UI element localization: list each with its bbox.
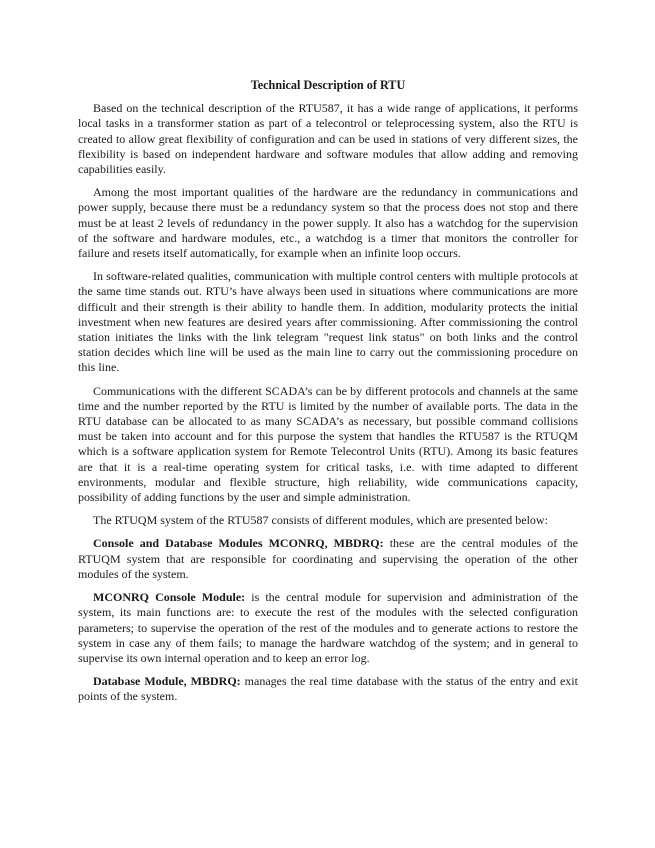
module-description: these are the central modules of the RTUQM system that are responsible for coordinating and supervising the operation of the other modules of the system. <box>78 536 578 581</box>
module-term: Console and Database Modules MCONRQ, MBDRQ: <box>93 536 384 551</box>
module-term: MCONRQ Console Module: <box>93 590 246 605</box>
paragraph-hardware: Among the most important qualities of the hardware are the redundancy in communications and power supply, because there must be a redundancy system so that the process does not stop and there must be at least 2 levels of redundancy in the power supply. It also has a watchdog for the supervision of the software and hardware modules, etc., a watchdog is a timer that monitors the controller for failure and resets itself automatically, for example when an infinite loop occurs. <box>78 185 578 261</box>
paragraph-intro: Based on the technical description of the RTU587, it has a wide range of applications, it performs local tasks in a transformer station as part of a telecontrol or teleprocessing system, also the RTU is created to allow great flexibility of configuration and can be used in stations of very different sizes, the flexibility is based on independent hardware and software modules that allow adding and removing capabilities easily. <box>78 101 578 177</box>
module-console-database <box>78 536 578 582</box>
module-mconrq <box>78 590 578 666</box>
module-description: manages the real time database with the status of the entry and exit points of the system. <box>78 674 578 704</box>
module-description: is the central module for supervision and administration of the system, its main functions are: to execute the rest of the modules with the selected configuration parameters; to supervise the operation of the rest of the modules and to generate actions to restore the system in case any of them fails; to manage the hardware watchdog of the system; and in general to supervise its own internal operation and to keep an error log. <box>78 590 578 665</box>
module-term: Database Module, MBDRQ: <box>93 674 241 689</box>
page-title: Technical Description of RTU <box>250 78 406 92</box>
paragraph-communications: Communications with the different SCADA’s can be by different protocols and channels at the same time and the number reported by the RTU is limited by the number of available ports. The data in the RTU database can be allocated to as many SCADA’s as necessary, but possible command collisions must be taken into account and for this purpose the system that handles the RTU587 is the RTUQM which is a software application system for Remote Telecontrol Units (RTU). Among its basic features are that it is a real-time operating system for critical tasks, i.e. with time adapted to different environments, modular and flexible structure, high reliability, wide communications capacity, possibility of adding functions by the user and simple administration. <box>78 383 578 505</box>
document-page <box>78 78 578 713</box>
paragraph-software: In software-related qualities, communication with multiple control centers with multiple protocols at the same time stands out. RTU’s have always been used in situations where communications are more difficult and their strength is their ability to handle them. In addition, modularity protects the initial investment when new features are desired years after commissioning. After commissioning the control station initiates the links with the link telegram "request link status" on both links and the control station decides which line will be used as the main line to carry out the commissioning procedure on this line. <box>78 269 578 375</box>
paragraph-modules-intro: The RTUQM system of the RTU587 consists of different modules, which are presented below: <box>93 513 548 528</box>
module-mbdrq <box>78 674 578 704</box>
